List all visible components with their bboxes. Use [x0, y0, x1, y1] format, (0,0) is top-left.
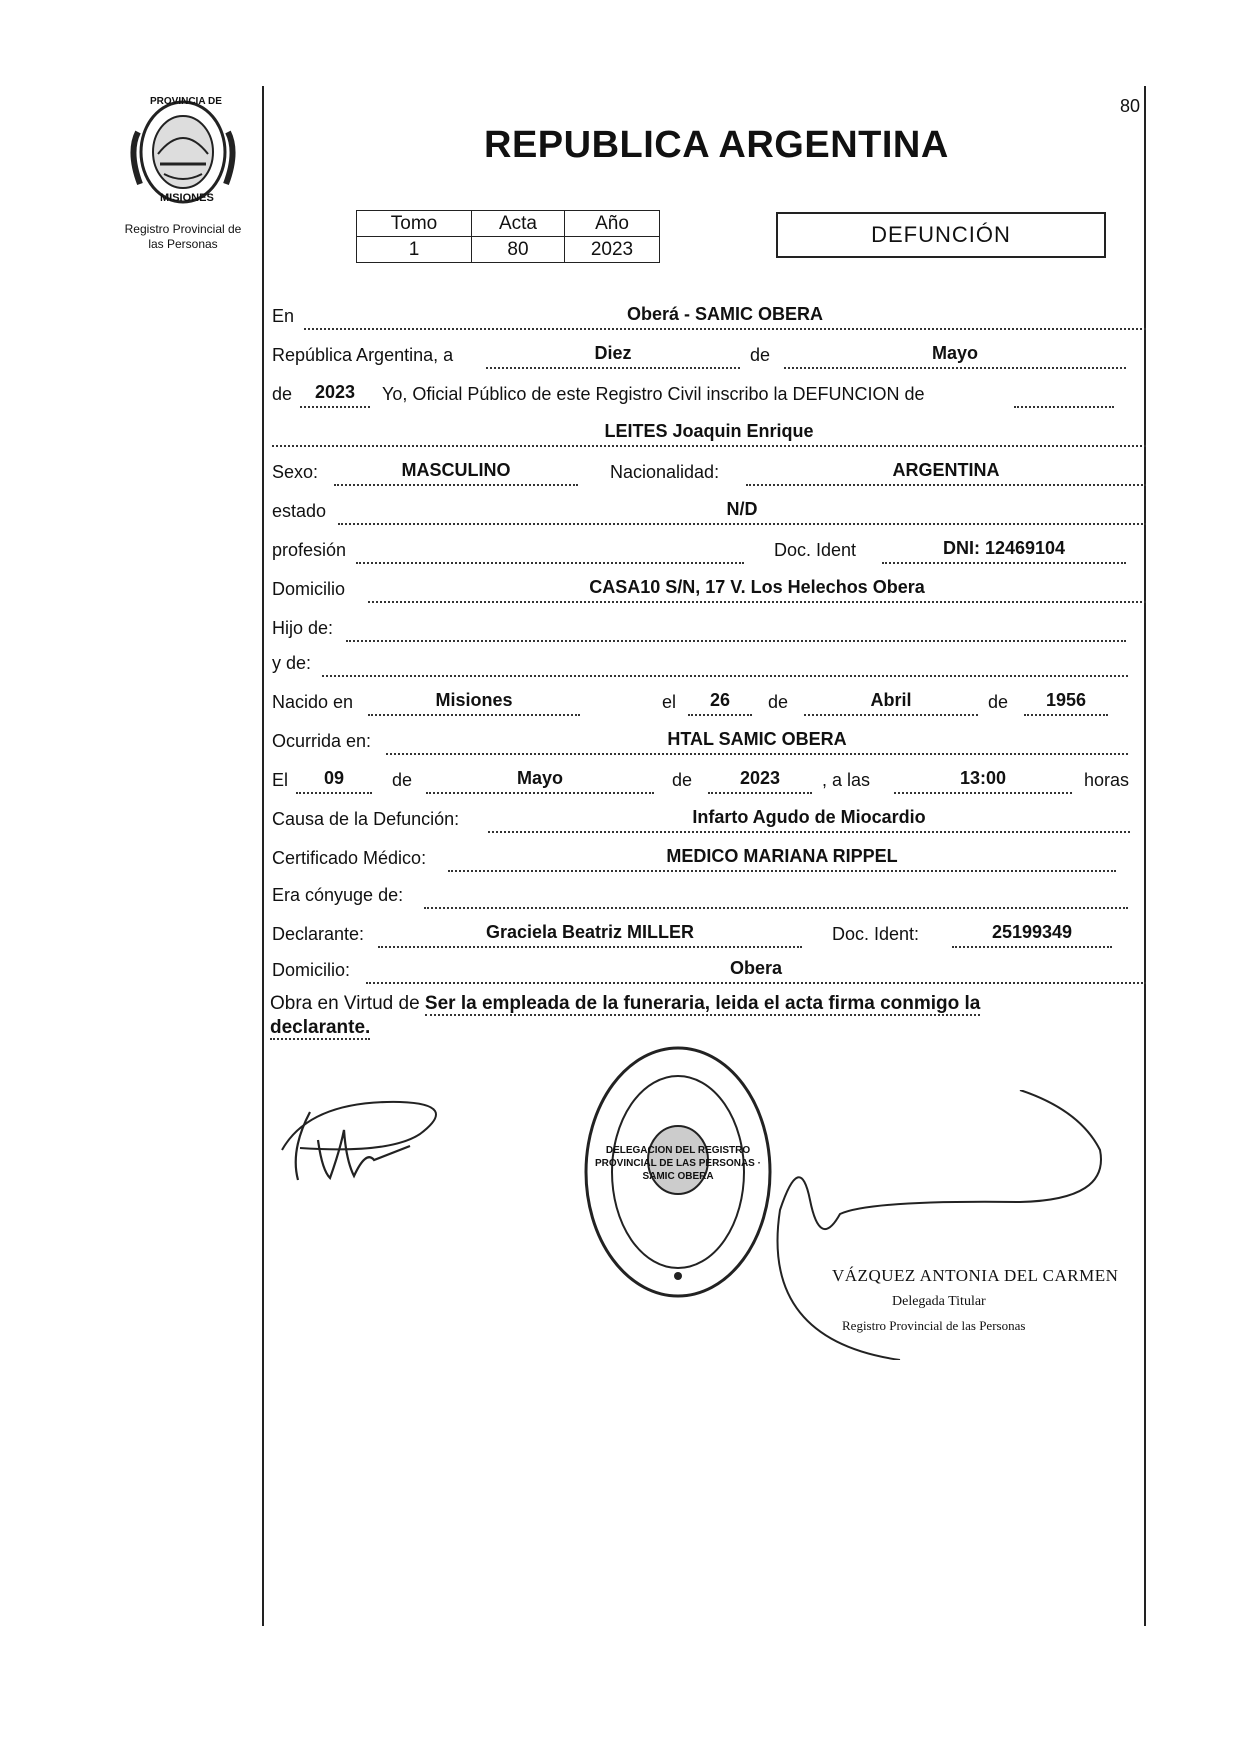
de-label-4: de: [988, 692, 1009, 712]
row-deceased-name: [272, 423, 1148, 457]
logo-text-bottom: MISIONES: [160, 192, 214, 204]
obra-value-2: declarante.: [270, 1017, 371, 1038]
estado-label: estado: [272, 501, 327, 521]
row-hijo-de: [272, 618, 1148, 652]
page-title: REPUBLICA ARGENTINA: [484, 124, 949, 166]
logo-text-top: PROVINCIA DE: [150, 96, 222, 107]
causa-label: Causa de la Defunción:: [272, 809, 460, 829]
alas-label: , a las: [822, 770, 871, 790]
en-value: Oberá - SAMIC OBERA: [304, 304, 1146, 330]
row-causa: [272, 809, 1148, 843]
hijo-label: Hijo de:: [272, 618, 334, 638]
year-value: 2023: [300, 382, 370, 408]
month-value: Mayo: [784, 343, 1126, 369]
inscribo-text: Yo, Oficial Público de este Registro Civil inscribo la DEFUNCION de: [382, 384, 925, 404]
certificado-label: Certificado Médico:: [272, 848, 427, 868]
row-declarante: [272, 924, 1148, 958]
causa-value: Infarto Agudo de Miocardio: [488, 807, 1130, 833]
official-name: VÁZQUEZ ANTONIA DEL CARMEN: [832, 1266, 1119, 1285]
declarante-doc-label: Doc. Ident:: [832, 924, 920, 944]
birth-day: 26: [688, 690, 752, 716]
official-role: Delegada Titular: [892, 1294, 986, 1309]
declarant-signature: [270, 1090, 470, 1200]
record-type-box: DEFUNCIÓN: [776, 212, 1106, 258]
row-ocurrida: [272, 731, 1148, 765]
record-index-table: [356, 210, 660, 263]
left-border-line: [262, 86, 264, 1626]
domicilio2-label: Domicilio:: [272, 960, 351, 980]
row-sexo: [272, 462, 1148, 496]
yde-label: y de:: [272, 653, 312, 673]
estado-value: N/D: [338, 499, 1146, 525]
registry-caption: [104, 222, 262, 252]
domicilio-label: Domicilio: [272, 579, 346, 599]
row-fecha: [272, 345, 1148, 379]
de-label-3: de: [768, 692, 789, 712]
row-y-de: [272, 653, 1148, 687]
doc-ident-value: DNI: 12469104: [882, 538, 1126, 564]
row-domicilio-declarante: [272, 960, 1148, 994]
horas-label: horas: [1084, 770, 1130, 790]
birth-year: 1956: [1024, 690, 1108, 716]
registry-caption-line-1: Registro Provincial de: [124, 222, 242, 236]
value-tomo: 1: [357, 237, 472, 263]
el-label: el: [662, 692, 677, 712]
de-label-6: de: [672, 770, 693, 790]
row-fecha-defuncion: [272, 770, 1148, 804]
official-office: Registro Provincial de las Personas: [842, 1318, 1026, 1333]
obra-en-virtud: [270, 992, 1146, 1040]
header-acta: Acta: [472, 211, 565, 237]
death-month: Mayo: [426, 768, 654, 794]
republica-label: República Argentina, a: [272, 345, 454, 365]
header-tomo: Tomo: [357, 211, 472, 237]
death-year: 2023: [708, 768, 812, 794]
inscribo-blank: [1014, 382, 1114, 408]
header-anio: Año: [565, 211, 660, 237]
conyuge-label: Era cónyuge de:: [272, 885, 404, 905]
El-label: El: [272, 770, 289, 790]
obra-value-1: Ser la empleada de la funeraria, leida el acta firma conmigo la: [424, 993, 981, 1014]
row-certificado: [272, 848, 1148, 882]
certificado-value: MEDICO MARIANA RIPPEL: [448, 846, 1116, 872]
value-anio: 2023: [565, 237, 660, 263]
sexo-value: MASCULINO: [334, 460, 578, 486]
birth-month: Abril: [804, 690, 978, 716]
nacido-label: Nacido en: [272, 692, 354, 712]
nacionalidad-value: ARGENTINA: [746, 460, 1146, 486]
row-inscripcion: [272, 384, 1148, 418]
death-day: 09: [296, 768, 372, 794]
sexo-label: Sexo:: [272, 462, 319, 482]
declarante-value: Graciela Beatriz MILLER: [378, 922, 802, 948]
day-value: Diez: [486, 343, 740, 369]
conyuge-value: [424, 883, 1128, 909]
row-profesion: [272, 540, 1148, 574]
de-label-2: de: [272, 384, 293, 404]
declarante-label: Declarante:: [272, 924, 365, 944]
page-number: 80: [1120, 96, 1141, 116]
profesion-value: [356, 538, 744, 564]
nacido-value: Misiones: [368, 690, 580, 716]
hijo-value: [346, 616, 1126, 642]
yde-value: [322, 651, 1128, 677]
row-en: [272, 306, 1148, 340]
value-acta: 80: [472, 237, 565, 263]
en-label: En: [272, 306, 295, 326]
seal-text: DELEGACION DEL REGISTRO PROVINCIAL DE LAS PERSONAS · SAMIC OBERA: [595, 1145, 761, 1182]
de-label-5: de: [392, 770, 413, 790]
ocurrida-value: HTAL SAMIC OBERA: [386, 729, 1128, 755]
de-label-1: de: [750, 345, 771, 365]
ocurrida-label: Ocurrida en:: [272, 731, 372, 751]
death-time: 13:00: [894, 768, 1072, 794]
profesion-label: profesión: [272, 540, 347, 560]
domicilio-value: CASA10 S/N, 17 V. Los Helechos Obera: [368, 577, 1146, 603]
nacionalidad-label: Nacionalidad:: [610, 462, 720, 482]
province-coat-of-arms-logo: [128, 92, 238, 210]
row-conyuge: [272, 885, 1148, 919]
domicilio2-value: Obera: [366, 958, 1146, 984]
doc-ident-label: Doc. Ident: [774, 540, 857, 560]
obra-label: Obra en Virtud de: [270, 993, 420, 1014]
row-nacido: [272, 692, 1148, 726]
row-domicilio: [272, 579, 1148, 613]
registry-caption-line-2: las Personas: [148, 237, 218, 251]
row-estado: [272, 501, 1148, 535]
declarante-doc-value: 25199349: [952, 922, 1112, 948]
deceased-name: LEITES Joaquin Enrique: [272, 421, 1146, 447]
